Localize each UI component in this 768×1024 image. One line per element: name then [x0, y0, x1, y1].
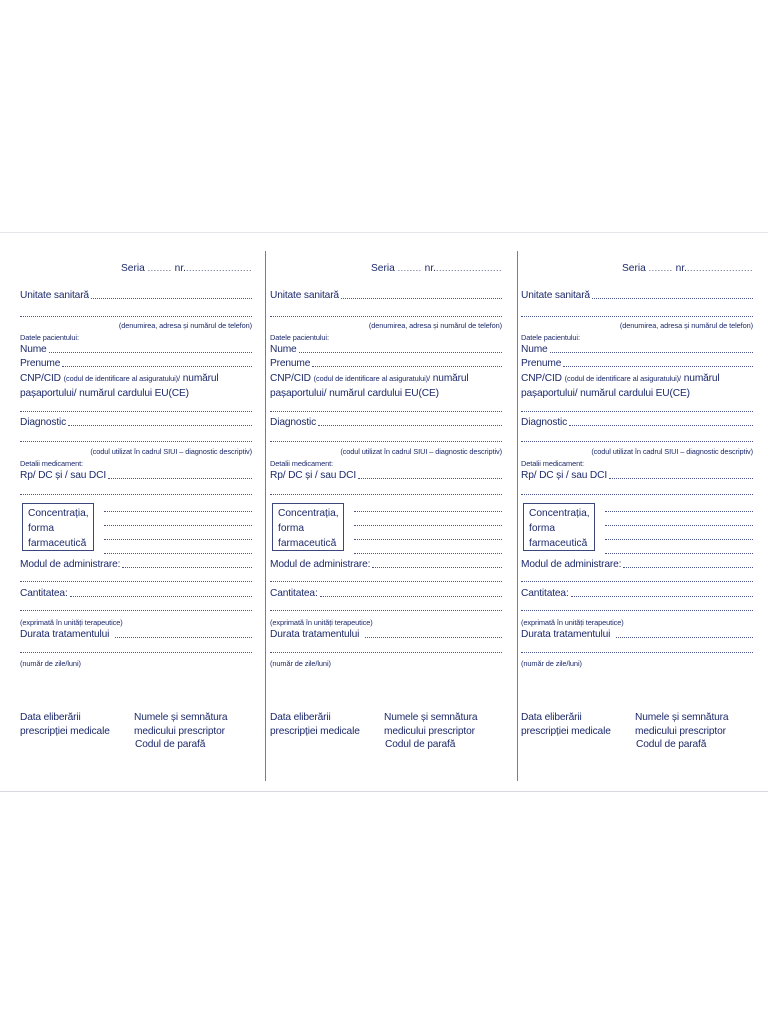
administration-line[interactable]: [20, 581, 252, 582]
quantity-field[interactable]: [20, 588, 252, 599]
cnp-label-row: [20, 373, 252, 384]
prescription-form-1: [20, 233, 252, 791]
diagnostic-note: (codul utilizat în cadrul SIUI – diagnostic descriptiv): [340, 447, 502, 456]
administration-field[interactable]: [521, 559, 753, 570]
serial-number-field[interactable]: Seria ........ nr.......................: [371, 263, 502, 274]
duration-line[interactable]: [20, 652, 252, 653]
form-line: forma: [28, 523, 55, 534]
stamp-code-label: Codul de parafă: [135, 739, 206, 750]
administration-line[interactable]: [521, 581, 753, 582]
duration-field[interactable]: [521, 629, 753, 640]
concentration-line-4[interactable]: [605, 553, 753, 554]
surname-field[interactable]: [270, 344, 502, 355]
doctor-name-signature-label: Numele și semnătura: [384, 712, 478, 723]
medication-details-heading: Detalii medicament:: [20, 459, 83, 468]
rp-label: Rp/ DC și / sau DCI: [20, 470, 107, 481]
concentration-box: [272, 503, 344, 551]
form-line: forma: [278, 523, 305, 534]
concentration-line: Concentrația,: [278, 508, 339, 519]
doctor-name-signature-label: Numele și semnătura: [635, 712, 729, 723]
patient-data-heading: Datele pacientului:: [521, 333, 580, 342]
duration-note: (număr de zile/luni): [20, 659, 81, 668]
diagnostic-label: Diagnostic: [270, 417, 317, 428]
diagnostic-label: Diagnostic: [521, 417, 568, 428]
issue-date-label-2: prescripției medicale: [270, 725, 360, 737]
nr-label: nr.: [174, 263, 186, 274]
administration-label: Modul de administrare:: [270, 559, 371, 570]
medication-details-heading: Detalii medicament:: [270, 459, 333, 468]
cnp-note: (codul de identificare al asiguratului)/: [313, 374, 430, 383]
cnp-line[interactable]: [270, 411, 502, 412]
concentration-block: [270, 503, 502, 555]
quantity-field[interactable]: [521, 588, 753, 599]
quantity-line[interactable]: [270, 610, 502, 611]
administration-field[interactable]: [20, 559, 252, 570]
concentration-box: [523, 503, 595, 551]
passport-label: pașaportului/ numărul cardului EU(CE): [521, 388, 690, 399]
doctor-signature-block[interactable]: [134, 711, 227, 752]
seria-label: Seria: [371, 263, 395, 274]
health-unit-field[interactable]: [270, 290, 502, 301]
passport-label: pașaportului/ numărul cardului EU(CE): [20, 388, 189, 399]
rp-field[interactable]: [20, 470, 252, 481]
health-unit-note: (denumirea, adresa și numărul de telefon): [619, 321, 753, 330]
duration-field[interactable]: [20, 629, 252, 640]
surname-label: Nume: [270, 344, 297, 355]
health-unit-line[interactable]: [20, 316, 252, 317]
rp-line[interactable]: [270, 494, 502, 495]
administration-field[interactable]: [270, 559, 502, 570]
health-unit-line[interactable]: [270, 316, 502, 317]
prescribing-doctor-label: medicului prescriptor: [635, 725, 726, 737]
surname-field[interactable]: [20, 344, 252, 355]
duration-label: Durata tratamentului: [270, 629, 360, 640]
health-unit-field[interactable]: [521, 290, 753, 301]
passport-label: pașaportului/ numărul cardului EU(CE): [270, 388, 439, 399]
prescription-sheet: [0, 232, 768, 792]
issue-date-block[interactable]: [270, 711, 360, 738]
pharmaceutical-line: farmaceutică: [278, 538, 337, 549]
duration-line[interactable]: [270, 652, 502, 653]
rp-label: Rp/ DC și / sau DCI: [521, 470, 608, 481]
diagnostic-note: (codul utilizat în cadrul SIUI – diagnostic descriptiv): [90, 447, 252, 456]
concentration-line-3[interactable]: [104, 539, 252, 540]
duration-note: (număr de zile/luni): [521, 659, 582, 668]
concentration-line: Concentrația,: [529, 508, 590, 519]
cnp-label-row: [270, 373, 502, 384]
nr-label: nr.: [675, 263, 687, 274]
cnp-label: CNP/CID: [270, 373, 311, 384]
doctor-signature-block[interactable]: [384, 711, 477, 752]
duration-label: Durata tratamentului: [20, 629, 110, 640]
patient-data-heading: Datele pacientului:: [20, 333, 79, 342]
cnp-label-row: [521, 373, 753, 384]
first-name-label: Prenume: [20, 358, 61, 369]
health-unit-line[interactable]: [521, 316, 753, 317]
concentration-line-2[interactable]: [104, 525, 252, 526]
concentration-box: [22, 503, 94, 551]
issue-date-label-1: Data eliberării: [521, 712, 582, 723]
administration-label: Modul de administrare:: [20, 559, 121, 570]
rp-field[interactable]: [270, 470, 502, 481]
quantity-label: Cantitatea:: [270, 588, 318, 599]
prescribing-doctor-label: medicului prescriptor: [134, 725, 225, 737]
quantity-line[interactable]: [521, 610, 753, 611]
first-name-field[interactable]: [521, 358, 753, 369]
stamp-code-label: Codul de parafă: [385, 739, 456, 750]
cnp-line[interactable]: [521, 411, 753, 412]
nr-label: nr.: [424, 263, 436, 274]
cnp-tail: numărul: [432, 373, 469, 384]
duration-line[interactable]: [521, 652, 753, 653]
serial-number-field[interactable]: Seria ........ nr.......................: [622, 263, 753, 274]
issue-date-label-2: prescripției medicale: [20, 725, 110, 737]
column-divider: [517, 251, 518, 781]
health-unit-field[interactable]: [20, 290, 252, 301]
quantity-label: Cantitatea:: [20, 588, 68, 599]
concentration-line-2[interactable]: [605, 525, 753, 526]
issue-date-label-2: prescripției medicale: [521, 725, 611, 737]
concentration-line-4[interactable]: [104, 553, 252, 554]
health-unit-note: (denumirea, adresa și numărul de telefon): [368, 321, 502, 330]
cnp-tail: numărul: [683, 373, 720, 384]
patient-data-heading: Datele pacientului:: [270, 333, 329, 342]
column-divider: [265, 251, 266, 781]
stamp-code-label: Codul de parafă: [636, 739, 707, 750]
doctor-name-signature-label: Numele și semnătura: [134, 712, 228, 723]
quantity-line[interactable]: [20, 610, 252, 611]
doctor-signature-block[interactable]: [635, 711, 728, 752]
surname-label: Nume: [20, 344, 47, 355]
issue-date-block[interactable]: [521, 711, 611, 738]
cnp-line[interactable]: [20, 411, 252, 412]
prescription-form-3: [521, 233, 753, 791]
diagnostic-field[interactable]: [521, 417, 753, 428]
diagnostic-line[interactable]: [521, 441, 753, 442]
health-unit-label: Unitate sanitară: [20, 290, 89, 301]
first-name-label: Prenume: [270, 358, 311, 369]
quantity-note: (exprimată în unități terapeutice): [521, 618, 624, 627]
cnp-label: CNP/CID: [20, 373, 61, 384]
seria-label: Seria: [121, 263, 145, 274]
concentration-line-3[interactable]: [605, 539, 753, 540]
medication-details-heading: Detalii medicament:: [521, 459, 584, 468]
administration-label: Modul de administrare:: [521, 559, 622, 570]
diagnostic-note: (codul utilizat în cadrul SIUI – diagnostic descriptiv): [591, 447, 753, 456]
prescribing-doctor-label: medicului prescriptor: [384, 725, 475, 737]
diagnostic-field[interactable]: [270, 417, 502, 428]
concentration-line-2[interactable]: [354, 525, 502, 526]
administration-line[interactable]: [270, 581, 502, 582]
first-name-label: Prenume: [521, 358, 562, 369]
seria-label: Seria: [622, 263, 646, 274]
serial-number-field[interactable]: Seria ........ nr.......................: [121, 263, 252, 274]
quantity-label: Cantitatea:: [521, 588, 569, 599]
form-line: forma: [529, 523, 556, 534]
pharmaceutical-line: farmaceutică: [28, 538, 87, 549]
issue-date-label-1: Data eliberării: [270, 712, 331, 723]
diagnostic-line[interactable]: [270, 441, 502, 442]
issue-date-label-1: Data eliberării: [20, 712, 81, 723]
first-name-field[interactable]: [20, 358, 252, 369]
concentration-line-1[interactable]: [104, 511, 252, 512]
concentration-line-1[interactable]: [605, 511, 753, 512]
duration-field[interactable]: [270, 629, 502, 640]
cnp-tail: numărul: [182, 373, 219, 384]
concentration-line-3[interactable]: [354, 539, 502, 540]
health-unit-label: Unitate sanitară: [521, 290, 590, 301]
surname-field[interactable]: [521, 344, 753, 355]
rp-field[interactable]: [521, 470, 753, 481]
concentration-line-4[interactable]: [354, 553, 502, 554]
concentration-block: [521, 503, 753, 555]
cnp-note: (codul de identificare al asiguratului)/: [564, 374, 681, 383]
pharmaceutical-line: farmaceutică: [529, 538, 588, 549]
quantity-note: (exprimată în unități terapeutice): [270, 618, 373, 627]
surname-label: Nume: [521, 344, 548, 355]
duration-label: Durata tratamentului: [521, 629, 611, 640]
diagnostic-field[interactable]: [20, 417, 252, 428]
rp-line[interactable]: [521, 494, 753, 495]
health-unit-note: (denumirea, adresa și numărul de telefon): [118, 321, 252, 330]
quantity-field[interactable]: [270, 588, 502, 599]
concentration-block: [20, 503, 252, 555]
quantity-note: (exprimată în unități terapeutice): [20, 618, 123, 627]
duration-note: (număr de zile/luni): [270, 659, 331, 668]
prescription-form-2: [270, 233, 502, 791]
rp-line[interactable]: [20, 494, 252, 495]
issue-date-block[interactable]: [20, 711, 110, 738]
diagnostic-line[interactable]: [20, 441, 252, 442]
concentration-line-1[interactable]: [354, 511, 502, 512]
cnp-label: CNP/CID: [521, 373, 562, 384]
concentration-line: Concentrația,: [28, 508, 89, 519]
cnp-note: (codul de identificare al asiguratului)/: [63, 374, 180, 383]
health-unit-label: Unitate sanitară: [270, 290, 339, 301]
first-name-field[interactable]: [270, 358, 502, 369]
rp-label: Rp/ DC și / sau DCI: [270, 470, 357, 481]
diagnostic-label: Diagnostic: [20, 417, 67, 428]
